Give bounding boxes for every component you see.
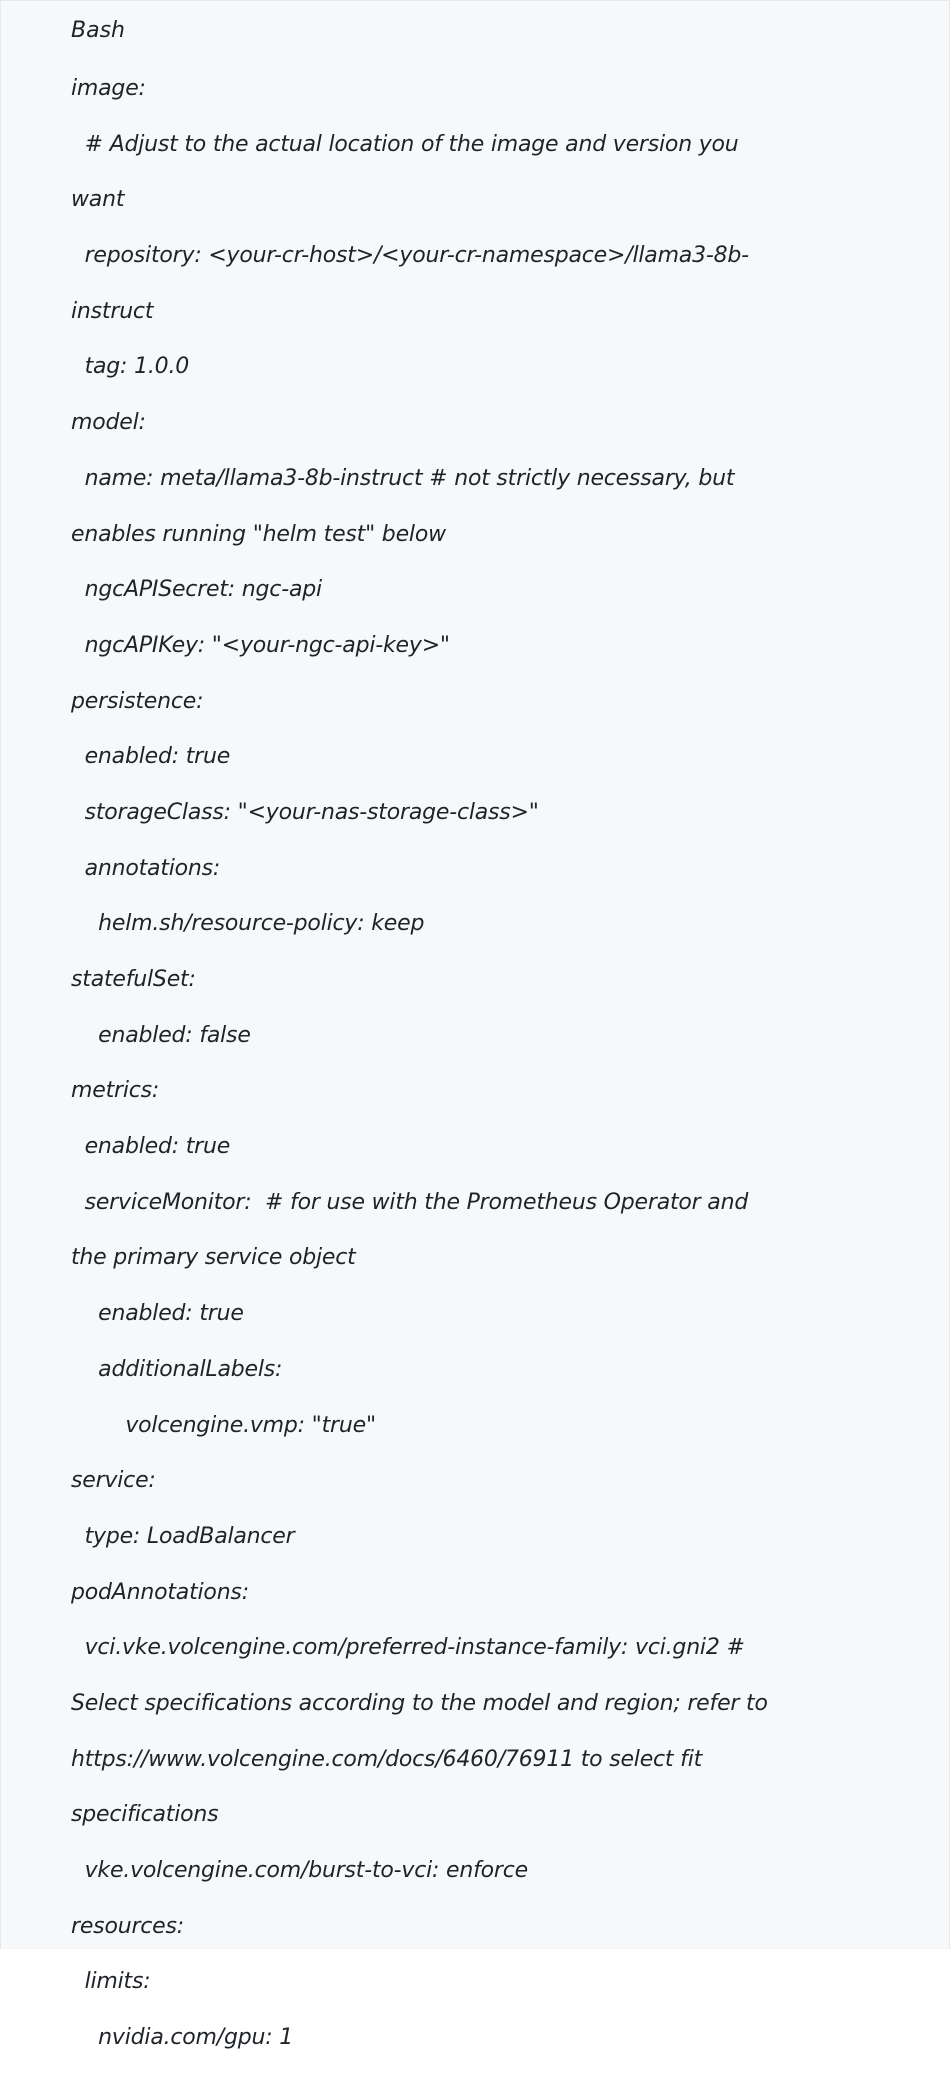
code-line: name: meta/llama3-8b-instruct # not strictly necessary, but [71,465,735,491]
code-line: persistence: [71,688,204,714]
code-line: model: [71,410,146,436]
code-line: service: [71,1468,156,1494]
code-line: statefulSet: [71,967,196,992]
code-line: metrics: [71,1078,160,1104]
code-line: enabled: true [71,1134,231,1160]
code-line: serviceMonitor: # for use with the Prometheus Operator and [71,1189,749,1215]
code-line: want [71,187,125,213]
code-line: podAnnotations: [71,1579,249,1605]
code-line: vke.volcengine.com/burst-to-vci: enforce [71,1858,528,1883]
code-line: enabled: true [71,744,231,770]
code-line: additionalLabels: [71,1356,283,1382]
code-line: ngcAPIKey: "<your-ngc-api-key>" [71,632,450,658]
code-line: the primary service object [71,1245,356,1271]
code-lines [71,69,941,2074]
code-line: image: [71,76,146,101]
code-line: limits: [71,1969,151,1995]
code-line: specifications [71,1802,219,1828]
code-line: annotations: [71,855,221,881]
code-line: https://www.volcengine.com/docs/6460/76911 to select fit [71,1746,703,1772]
code-line: volcengine.vmp: "true" [71,1412,376,1438]
code-line: tag: 1.0.0 [71,354,190,380]
code-line: # Adjust to the actual location of the image and version you [71,131,739,157]
code-line: enables running "helm test" below [71,521,446,547]
code-line: repository: <your-cr-host>/<your-cr-namespace>/llama3-8b- [71,243,749,269]
code-language-label: Bash [71,18,125,43]
code-line: instruct [71,298,154,324]
code-line: Select specifications according to the model and region; refer to [71,1690,768,1716]
code-line: ngcAPISecret: ngc-api [71,577,322,603]
code-line: vci.vke.volcengine.com/preferred-instance-family: vci.gni2 # [71,1635,745,1661]
code-line: storageClass: "<your-nas-storage-class>" [71,799,539,825]
code-line: type: LoadBalancer [71,1523,295,1549]
code-line: nvidia.com/gpu: 1 [71,2025,294,2051]
code-line: enabled: true [71,1301,244,1327]
code-line: enabled: false [71,1022,251,1048]
code-line: resources: [71,1913,184,1939]
code-line: helm.sh/resource-policy: keep [71,911,425,937]
